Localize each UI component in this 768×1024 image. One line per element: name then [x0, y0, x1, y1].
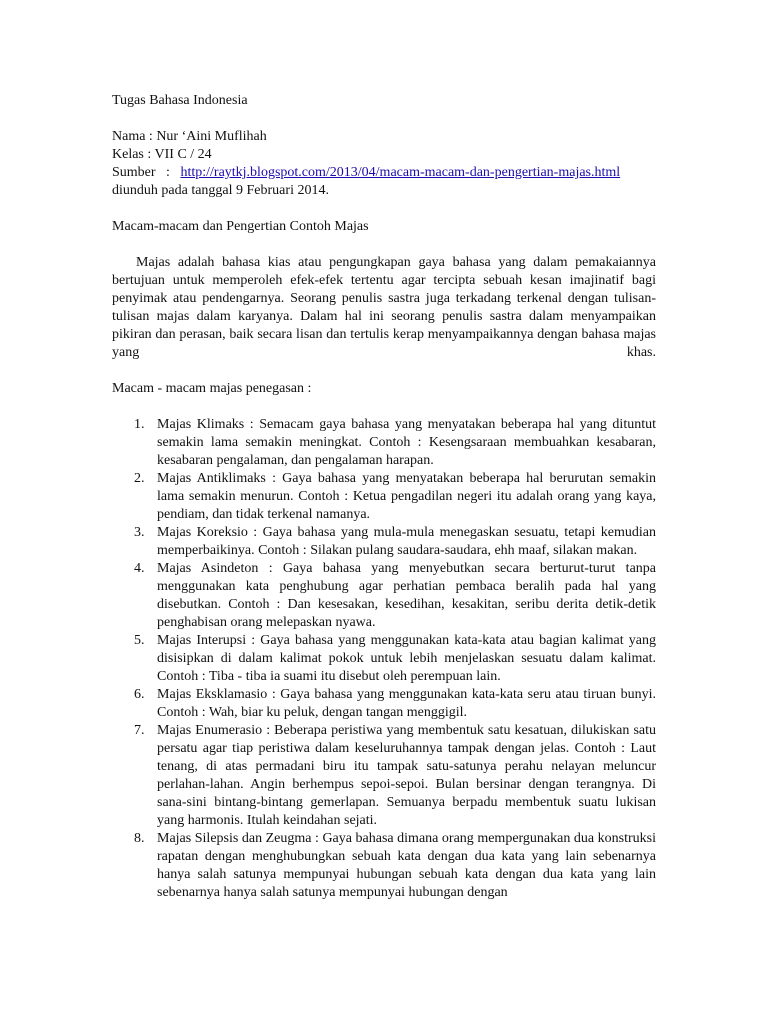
spacer — [112, 362, 656, 380]
list-item-number: 7. — [134, 723, 145, 738]
spacer — [112, 236, 656, 254]
intro-paragraph: Majas adalah bahasa kias atau pengungkapan gaya bahasa yang dalam pemakaiannya bertujuan untuk memperoleh efek-efek tertentu agar tercipta sebuah kesan imajinatif bagi penyimak atau pendengarnya. Seorang penulis sastra juga terkadang terkenal dengan tulisan-tulisan majas dalam karyanya. Dalam hal ini seorang penulis sastra dalam menyampaikan pikiran dan perasan, baik secara lisan dan tertulis kerap menyampaikannya dengan bahasa majas yang khas. — [112, 255, 656, 360]
list-item-text: Majas Enumerasio : Beberapa peristiwa yang membentuk satu kesatuan, dilukiskan satu persatu agar tiap peristiwa dalam keseluruhannya tampak dengan jelas. Contoh : Laut tenang, di atas permadani biru itu tampak satu-satunya perahu nelayan meluncur perlahan-lahan. Angin berhempus sepoi-sepoi. Bulan bersinar dengan terangnya. Di sana-sini bintang-bintang gemerlapan. Semuanya berpadu membentuk suatu lukisan yang harmonis. Itulah keindahan sejati. — [157, 723, 656, 828]
list-item — [112, 560, 656, 632]
list-item-text: Majas Koreksio : Gaya bahasa yang mula-mula menegaskan sesuatu, tetapi kemudian memperbaikinya. Contoh : Silakan pulang saudara-saudara, ehh maaf, silakan makan. — [157, 525, 656, 558]
list-item — [112, 830, 656, 902]
list-heading: Macam - macam majas penegasan : — [112, 381, 312, 396]
list-item-number: 5. — [134, 633, 145, 648]
majas-list — [112, 416, 656, 902]
list-item-number: 2. — [134, 471, 145, 486]
document-page — [112, 92, 656, 902]
list-item-text: Majas Silepsis dan Zeugma : Gaya bahasa dimana orang mempergunakan dua konstruksi rapatan dengan menghubungkan sebuah kata dengan dua kata yang lain sebenarnya hanya salah satunya mempunyai hubungan sebuah kata dengan dua kata yang lain sebenarnya hanya salah satunya mempunyai hubungan dengan — [157, 831, 656, 900]
spacer — [112, 398, 656, 416]
list-item-text: Majas Klimaks : Semacam gaya bahasa yang menyatakan beberapa hal yang dituntut semakin lama semakin meningkat. Contoh : Kesengsaraan membuahkan kesabaran, kesabaran pengalaman, dan pengalaman harapan. — [157, 417, 656, 468]
source-label: Sumber : — [112, 165, 181, 180]
document-title: Tugas Bahasa Indonesia — [112, 93, 248, 108]
list-item-number: 4. — [134, 561, 145, 576]
spacer — [112, 110, 656, 128]
list-item-text: Majas Interupsi : Gaya bahasa yang menggunakan kata-kata atau bagian kalimat yang disisipkan di dalam kalimat pokok untuk lebih menjelaskan sesuatu dalam kalimat. Contoh : Tiba - tiba ia suami itu disebut oleh perempuan lain. — [157, 633, 656, 684]
source-link[interactable]: http://raytkj.blogspot.com/2013/04/macam-macam-dan-pengertian-majas.html — [180, 165, 621, 180]
student-class: Kelas : VII C / 24 — [112, 147, 212, 162]
list-item — [112, 416, 656, 470]
source-line — [112, 164, 656, 182]
list-item — [112, 632, 656, 686]
spacer — [112, 200, 656, 218]
section-title: Macam-macam dan Pengertian Contoh Majas — [112, 219, 369, 234]
list-item-number: 8. — [134, 831, 145, 846]
list-item-text: Majas Eksklamasio : Gaya bahasa yang menggunakan kata-kata seru atau tiruan bunyi. Contoh : Wah, biar ku peluk, dengan tangan menggigil. — [157, 687, 656, 720]
list-item-number: 6. — [134, 687, 145, 702]
list-item-text: Majas Asindeton : Gaya bahasa yang menyebutkan secara berturut-turut tanpa menggunakan kata penghubung agar perhatian pembaca beralih pada hal yang disebutkan. Contoh : Dan kesesakan, kesedihan, kesakitan, seribu derita detik-detik penghabisan orang melepaskan nyawa. — [157, 561, 656, 630]
list-item — [112, 686, 656, 722]
list-item — [112, 470, 656, 524]
download-date: diunduh pada tanggal 9 Februari 2014. — [112, 183, 329, 198]
list-item-number: 3. — [134, 525, 145, 540]
student-name: Nama : Nur ‘Aini Muflihah — [112, 129, 267, 144]
list-item — [112, 524, 656, 560]
list-item — [112, 722, 656, 830]
list-item-text: Majas Antiklimaks : Gaya bahasa yang menyatakan beberapa hal berurutan semakin lama semakin menurun. Contoh : Ketua pengadilan negeri itu adalah orang yang kaya, pendiam, dan tidak terkenal namanya. — [157, 471, 656, 522]
list-item-number: 1. — [134, 417, 145, 432]
